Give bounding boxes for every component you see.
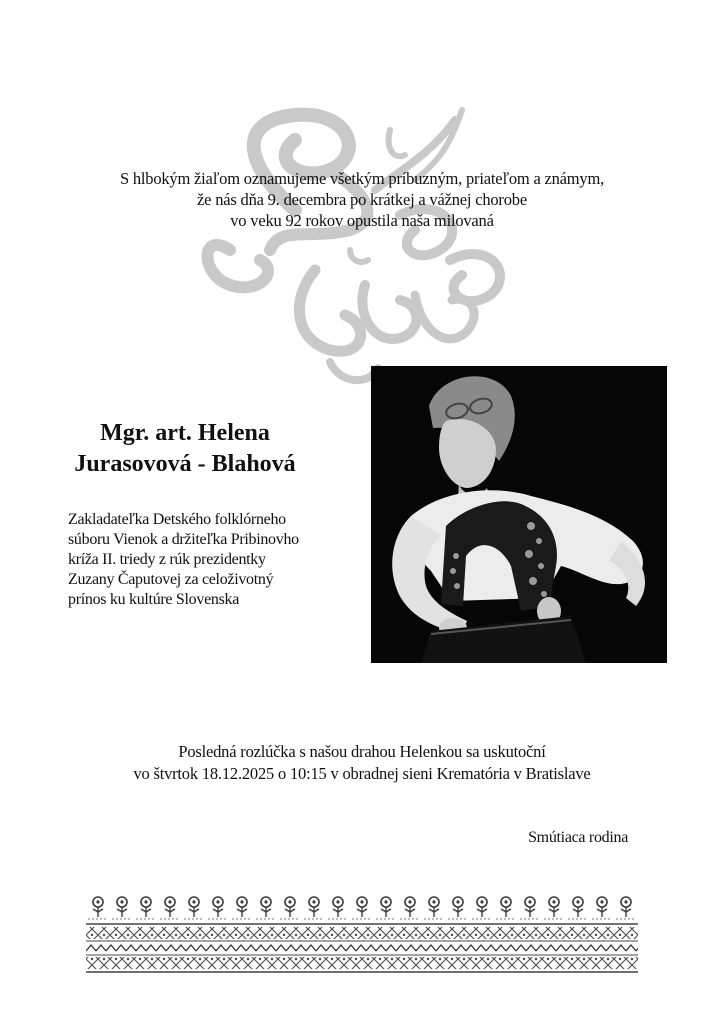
bio-line: kríža II. triedy z rúk prezidentky — [68, 551, 266, 568]
bio-line: prínos ku kultúre Slovenska — [68, 591, 239, 608]
intro-line: S hlbokým žiaľom oznamujeme všetkým príbuzným, priateľom a známym, — [119, 169, 605, 188]
folk-embroidery-border-icon — [86, 893, 638, 977]
vienok-logo-watermark-icon — [200, 100, 520, 385]
intro-text — [60, 168, 664, 231]
farewell-line: Posledná rozlúčka s našou drahou Helenkou sa uskutoční — [178, 742, 546, 761]
bio-line: súboru Vienok a držiteľka Pribinovho — [68, 531, 299, 548]
bio-line: Zuzany Čaputovej za celoživotný — [68, 571, 274, 588]
intro-line: že nás dňa 9. decembra po krátkej a vážnej chorobe — [197, 190, 527, 209]
portrait-photo-icon — [371, 366, 667, 663]
signature: Smútiaca rodina — [528, 829, 628, 846]
biography — [68, 510, 358, 610]
intro-line: vo veku 92 rokov opustila naša milovaná — [230, 211, 494, 230]
deceased-name — [40, 418, 330, 480]
name-line: Jurasovová - Blahová — [74, 451, 296, 477]
name-line: Mgr. art. Helena — [100, 420, 270, 446]
portrait-photo — [371, 366, 667, 663]
farewell-line: vo štvrtok 18.12.2025 o 10:15 v obradnej sieni Krematória v Bratislave — [133, 764, 591, 783]
bio-line: Zakladateľka Detského folklórneho — [68, 511, 286, 528]
farewell-text — [60, 741, 664, 785]
